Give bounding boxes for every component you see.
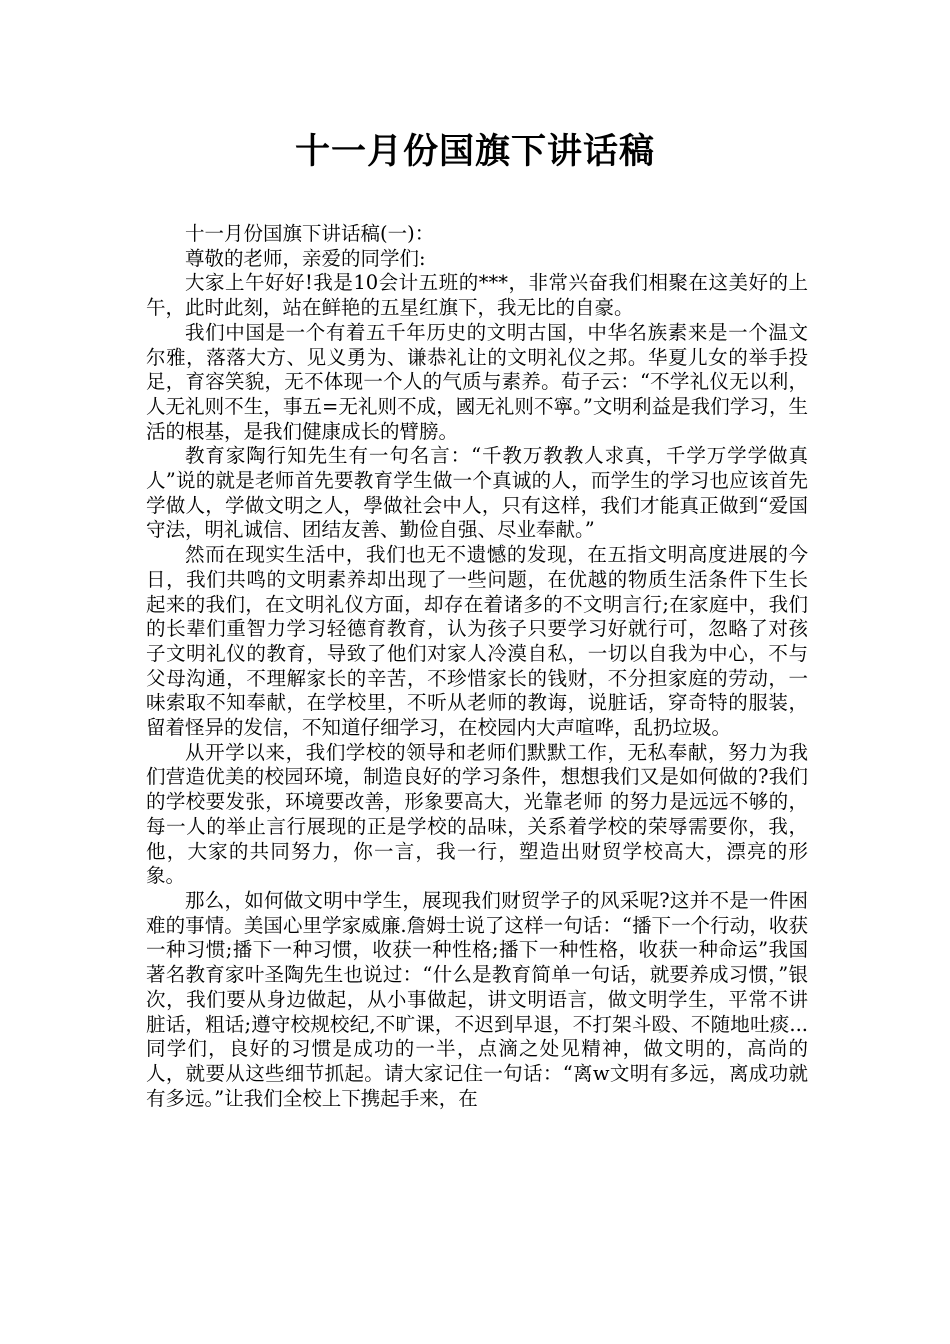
paragraph: 那么，如何做文明中学生，展现我们财贸学子的风采呢?这并不是一件困难的事情。美国心里学家威廉.詹姆士说了这样一句话：“播下一个行动，收获一种习惯;播下一种习惯，收获一种性格;播下一种性格，收获一种命运”我国著名教育家叶圣陶先生也说过：“什么是教育简单一句话，就要养成习惯，”银次，我们要从身边做起，从小事做起，讲文明语言，做文明学生，平常不讲脏话，粗话;遵守校规校纪,不旷课，不迟到早退，不打架斗殴、不随地吐痰... 同学们，良好的习惯是成功的一半，点滴之处见精神，做文明的，高尚的人，就要从这些细节抓起。请大家记住一句话：“离w文明有多远，离成功就有多远。”让我们全校上下携起手来，在 [146,888,808,1110]
paragraph: 我们中国是一个有着五千年历史的文明古国，中华名族素来是一个温文尔雅，落落大方、见义勇为、谦恭礼让的文明礼仪之邦。华夏儿女的举手投足，育容笑貌，无不体现一个人的气质与素养。荀子云：“不学礼仪无以利，人无礼则不生，事五=无礼则不成，國无礼则不寧。”文明利益是我们学习，生活的根基，是我们健康成长的臂膀。 [146,320,808,443]
document-body [146,222,808,1111]
document-title: 十一月份国旗下讲话稿 [294,131,655,172]
paragraph: 教育家陶行知先生有一句名言：“千教万教教人求真，千学万学学做真人”说的就是老师首先要教育学生做一个真诚的人，而学生的学习也应该首先学做人，学做文明之人，學做社会中人，只有这样，我们才能真正做到“爱国守法，明礼诚信、团结友善、勤俭自强、尽业奉献。” [146,444,808,542]
paragraph-salutation: 尊敬的老师，亲爱的同学们: [185,246,426,270]
paragraph: 大家上午好好!我是10会计五班的***，非常兴奋我们相聚在这美好的上午，此时此刻，站在鲜艳的五星红旗下，我无比的自豪。 [146,271,808,320]
paragraph: 然而在现实生活中，我们也无不遗憾的发现，在五指文明高度进展的今日，我们共鸣的文明素养却出现了一些问题，在优越的物质生活条件下生长起来的我们，在文明礼仪方面，却存在着诸多的不文明言行;在家庭中，我们的长辈们重智力学习轻德育教育，认为孩子只要学习好就行可，忽略了对孩子文明礼仪的教育，导致了他们对家人冷漠自私，一切以自我为中心，不与父母沟通，不理解家长的辛苦，不珍惜家长的钱财，不分担家庭的劳动，一味索取不知奉献，在学校里，不听从老师的教诲，说脏话，穿奇特的服装，留着怪异的发信，不知道仔细学习，在校园内大声喧哗，乱扔垃圾。 [146,543,808,740]
paragraph: 从开学以来，我们学校的领导和老师们默默工作，无私奉献，努力为我们营造优美的校园环境，制造良好的学习条件，想想我们又是如何做的?我们的学校要发张，环境要改善，形象要高大，光靠老师 的努力是远远不够的，每一人的举止言行展现的正是学校的品味，关系着学校的荣辱需要你，我，他，大家的共同努力，你一言，我一行，塑造出财贸学校高大，漂亮的形象。 [146,740,808,888]
paragraph-heading: 十一月份国旗下讲话稿(一)： [185,222,435,245]
